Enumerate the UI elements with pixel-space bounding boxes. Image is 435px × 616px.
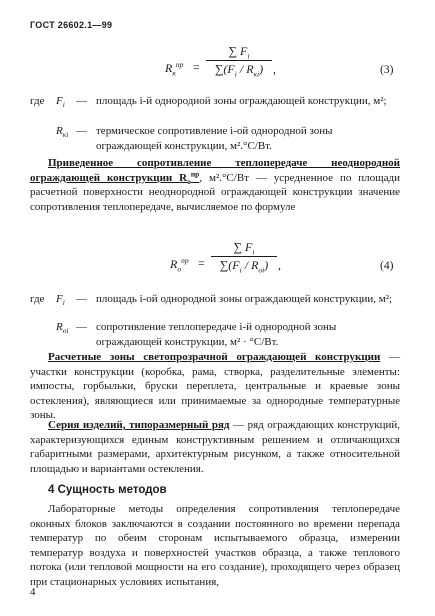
section-4-title: 4 Сущность методов xyxy=(48,484,167,496)
where-1-dash-0: — xyxy=(76,95,87,107)
where-1-symbol-0: $F_i$ xyxy=(56,95,65,110)
equation-4-equals: = xyxy=(198,256,205,270)
equation-3-fraction xyxy=(206,44,272,77)
where-1-text-0: площадь i-й однородной зоны ограждающей конструкции, м²; xyxy=(96,95,387,107)
equation-4-lhs: $R_о^{пр}$ xyxy=(170,256,189,274)
term-product-series: Серия изделий, типоразмерный ряд xyxy=(48,419,230,431)
definition-reduced-resistance: Приведенное сопротивление теплопередаче неоднородной ограждающей конструкции $R_о^{пр}$, м².°С/Вт — усредненное по площади расчетной поверхности неоднородной ограждающей конструкции значение сопротивления теплопередаче, вычисляемое по формуле xyxy=(30,157,400,213)
equation-4-number: (4) xyxy=(380,260,394,272)
term-reduced-resistance: Приведенное сопротивление теплопередаче неоднородной ограждающей конструкции $R_о^{пр}$ xyxy=(30,157,400,186)
where-2-dash-0: — xyxy=(76,293,87,305)
equation-3-equals: = xyxy=(193,60,200,74)
equation-4-fraction xyxy=(211,240,277,273)
where-2-text-0: площадь i-ой однородной зоны ограждающей конструкции, м²; xyxy=(96,293,393,305)
where-intro-1: где xyxy=(30,95,45,107)
equation-4-denominator: $\sum(F_i / R_{оi})$ xyxy=(219,258,269,275)
equation-4-numerator: ∑ $F_i$ xyxy=(233,240,255,257)
page-number: 4 xyxy=(30,586,36,598)
equation-3-denominator: $\sum(F_i / R_{кi})$ xyxy=(214,62,264,79)
equation-3-comma: , xyxy=(273,62,276,76)
where-2-symbol-0: $F_i$ xyxy=(56,293,65,308)
where-intro-2: где xyxy=(30,293,45,305)
where-2-symbol-1: $R_{оi}$ xyxy=(56,321,69,336)
equation-3-lhs: $R_к^{пр}$ xyxy=(165,60,184,78)
equation-3-number: (3) xyxy=(380,64,394,76)
where-2-dash-1: — xyxy=(76,321,87,333)
equation-3-numerator: ∑ $F_i$ xyxy=(228,44,250,61)
definition-calc-zones: Расчетные зоны светопрозрачной ограждающей конструкции — участки конструкции (коробка, рама, створка, разделительные элементы: импосты, горбыльки, бруски переплета, центральные и краевые зоны остекления), являющиеся или принимаемые за однородные температурные зоны. xyxy=(30,351,401,422)
term-calc-zones: Расчетные зоны светопрозрачной ограждающей конструкции xyxy=(48,351,381,363)
where-1-dash-1: — xyxy=(76,125,87,137)
document-header: ГОСТ 26602.1—99 xyxy=(30,20,113,30)
where-1-text-1: термическое сопротивление i-ой однородной зоны ограждающей конструкции, м².°С/Вт. xyxy=(96,125,333,152)
equation-4-comma: , xyxy=(278,258,281,272)
definition-product-series: Серия изделий, типоразмерный ряд — ряд ограждающих конструкций, характеризующихся единым конструктивным решением и отличающихся габаритными размерами, архитектурным рисунком, а также относительной площадью и вариантами остекления. xyxy=(30,419,400,475)
where-2-text-1: сопротивление теплопередаче i-й однородной зоны ограждающей конструкции, м² · °С/Вт. xyxy=(96,321,337,348)
section-4-body: Лабораторные методы определения сопротивления теплопередаче оконных блоков заключаются в создании постоянного во времени перепада температур по обеим сторонам испытываемого образца, измерении температур воздуха и поверхностей участков образца, а также теплового потока (или тепловой мощности на его создание), проходящего через образец при стационарных условиях испытания, xyxy=(30,503,400,588)
where-1-symbol-1: $R_{кi}$ xyxy=(56,125,69,140)
